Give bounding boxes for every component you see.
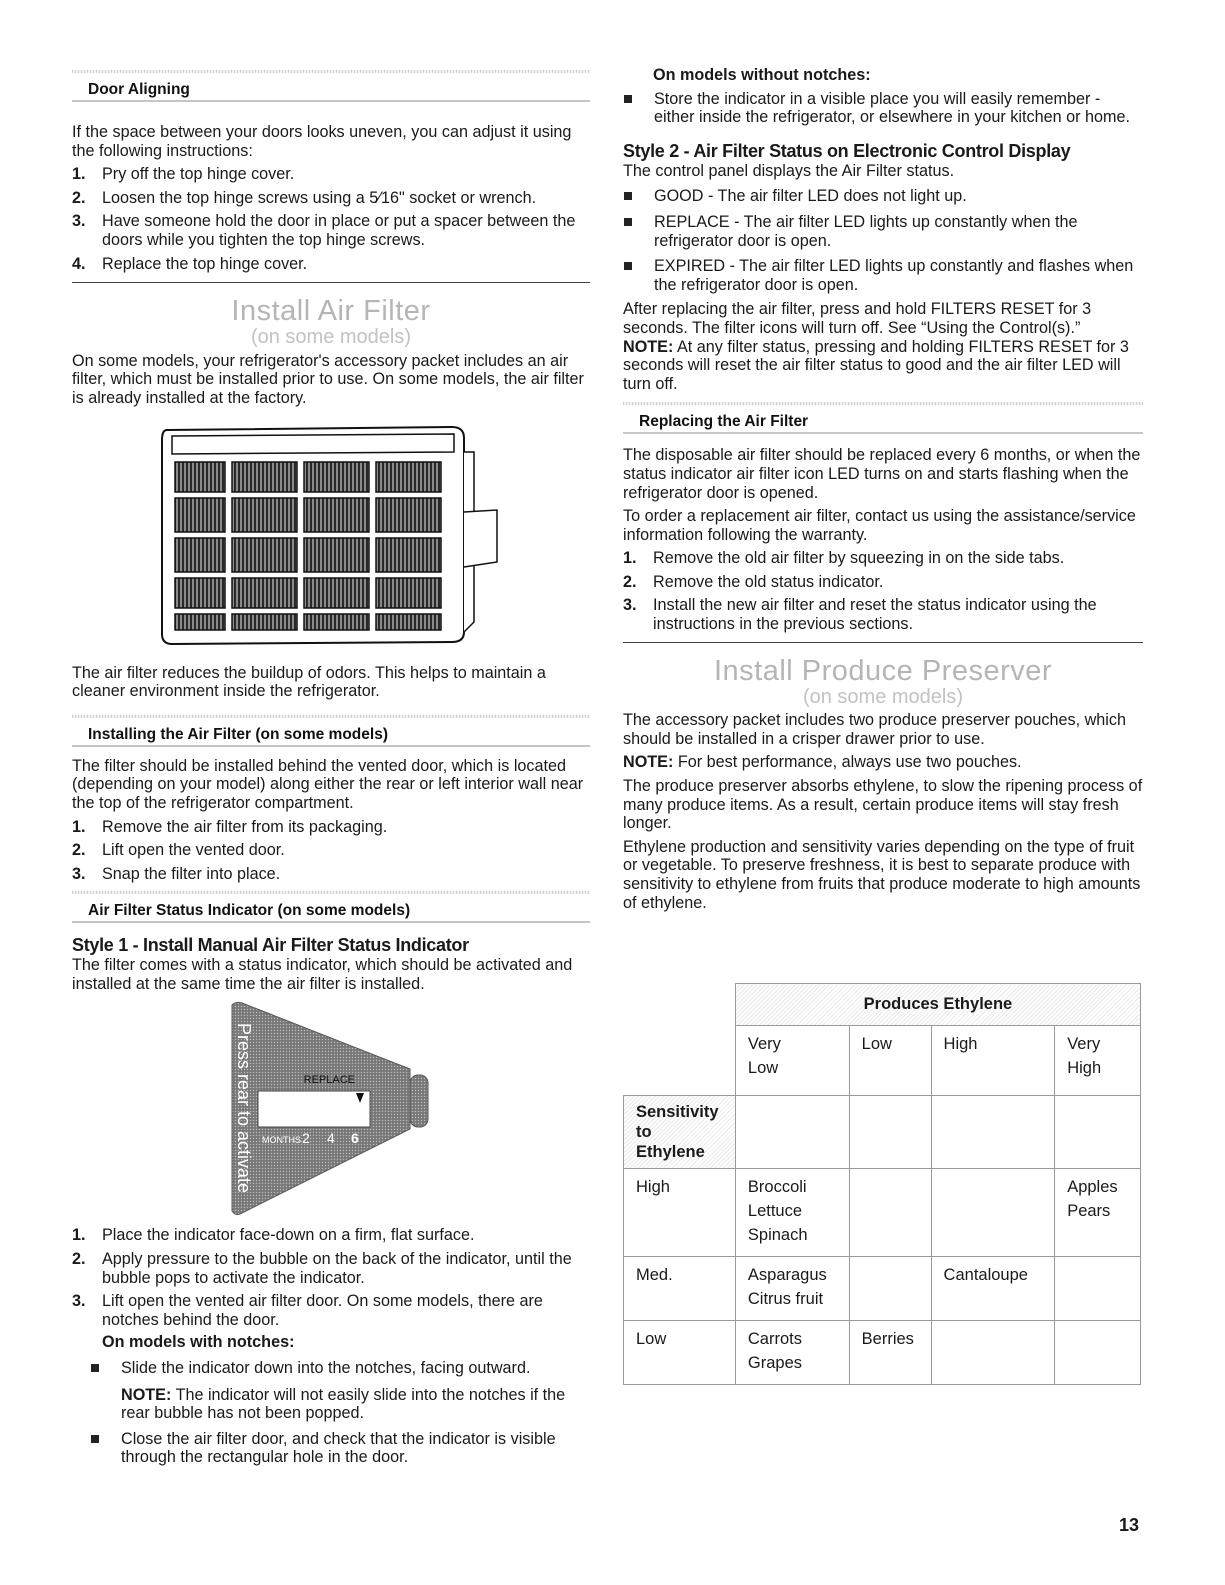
door-aligning-intro: If the space between your doors looks uneven, you can adjust it using the following instructions: xyxy=(72,123,572,160)
list-item: EXPIRED - The air filter LED lights up constantly and flashes when the refrigerator door is open. xyxy=(623,257,1143,294)
replacing-title: Replacing the Air Filter xyxy=(639,413,809,431)
without-notches-heading: On models without notches: xyxy=(653,66,871,84)
divider xyxy=(72,282,590,283)
month-4-label: 4 xyxy=(327,1130,335,1147)
notches-note: NOTE: The indicator will not easily slide into the notches if the rear bubble has not been popped. xyxy=(121,1385,566,1423)
list-item: Close the air filter door, and check that the indicator is visible through the rectangular hole in the door. xyxy=(90,1430,590,1467)
status-indicator-illustration xyxy=(72,999,590,1221)
list-item: 2. Lift open the vented door. xyxy=(72,841,285,860)
installing-steps xyxy=(72,818,590,884)
style2-bullets xyxy=(623,187,1143,294)
list-item: 1. Remove the air filter from its packaging. xyxy=(72,817,388,836)
produce-p3: Ethylene production and sensitivity varies depending on the type of fruit or vegetable. To preserve freshness, it is best to separate produce with sensitivity to ethylene from fruits that produce moderate to high amounts of ethylene. xyxy=(623,837,1141,912)
col-low: Low xyxy=(849,1026,931,1096)
air-filter-illustration xyxy=(72,422,590,652)
month-2-label: 2 xyxy=(302,1130,310,1147)
replacing-p2: To order a replacement air filter, contact us using the assistance/service information following the warranty. xyxy=(623,507,1136,544)
list-item: 3. Snap the filter into place. xyxy=(72,864,281,883)
list-item: Store the indicator in a visible place you will easily remember - either inside the refrigerator, or elsewhere in your kitchen or home. xyxy=(623,90,1143,127)
with-notches-heading: On models with notches: xyxy=(102,1333,295,1352)
right-column xyxy=(623,66,1143,912)
list-item: 3. Have someone hold the door in place or put a spacer between the doors while you tighten the top hinge screws. xyxy=(72,212,576,249)
filter-reset-note: NOTE: At any filter status, pressing and holding FILTERS RESET for 3 seconds will reset the air filter status to good and the air filter LED will turn off. xyxy=(623,337,1129,393)
style1-intro: The filter comes with a status indicator, which should be activated and installed at the same time the air filter is installed. xyxy=(72,956,573,993)
list-item: 4. Replace the top hinge cover. xyxy=(72,254,308,273)
list-item: 1. Place the indicator face-down on a firm, flat surface. xyxy=(72,1226,475,1245)
installing-band xyxy=(72,715,590,747)
indicator-steps xyxy=(72,1226,590,1329)
list-item: Slide the indicator down into the notches, facing outward. NOTE: The indicator will not easily slide into the notches if the rear bubble has not been popped. xyxy=(90,1359,590,1423)
list-item: 3. Install the new air filter and reset the status indicator using the instructions in the previous sections. xyxy=(623,596,1097,634)
replacing-steps xyxy=(623,549,1143,633)
install-air-filter-heading: Install Air Filter xyxy=(231,295,431,328)
without-notches-bullets xyxy=(623,90,1143,127)
divider xyxy=(623,642,1143,643)
list-item: 1. Remove the old air filter by squeezing in on the side tabs. xyxy=(623,549,1065,568)
replacing-p1: The disposable air filter should be replaced every 6 months, or when the status indicator air filter icon LED turns on and starts flashing when the refrigerator door is opened. xyxy=(623,446,1141,502)
style2-heading: Style 2 - Air Filter Status on Electronic Control Display xyxy=(623,140,1071,161)
after-replacing-text: After replacing the air filter, press and hold FILTERS RESET for 3 seconds. The filter icons will turn off. See “Using the Control(s).” xyxy=(623,300,1092,337)
month-6-label: 6 xyxy=(351,1130,359,1147)
style1-heading: Style 1 - Install Manual Air Filter Status Indicator xyxy=(72,935,469,956)
list-item: REPLACE - The air filter LED lights up constantly when the refrigerator door is open. xyxy=(623,213,1143,250)
door-aligning-band xyxy=(72,70,590,102)
produces-ethylene-header: Produces Ethylene xyxy=(735,984,1140,1026)
status-indicator-band xyxy=(72,891,590,923)
produce-note: NOTE: For best performance, always use two pouches. xyxy=(623,753,1022,772)
door-aligning-steps xyxy=(72,165,590,273)
style2-intro: The control panel displays the Air Filter status. xyxy=(623,161,955,180)
installing-intro: The filter should be installed behind the vented door, which is located (depending on your model) along either the rear or left interior wall near the top of the refrigerator compartment. xyxy=(72,756,584,812)
press-rear-label: Press rear to activate xyxy=(234,1023,254,1194)
col-very-low: Very Low xyxy=(735,1026,849,1096)
install-air-filter-intro: On some models, your refrigerator's accessory packet includes an air filter, which must be installed prior to use. On some models, the air filter is already installed at the factory. xyxy=(72,351,584,407)
door-aligning-title: Door Aligning xyxy=(88,81,190,98)
ethylene-table xyxy=(623,983,1141,1385)
table-row: Low Carrots Grapes Berries xyxy=(624,1321,1141,1385)
sensitivity-header: Sensitivity to Ethylene xyxy=(624,1096,736,1169)
list-item: 1. Pry off the top hinge cover. xyxy=(72,165,295,184)
list-item: 2. Remove the old status indicator. xyxy=(623,572,884,591)
months-label: MONTHS xyxy=(262,1135,301,1146)
air-filter-benefit: The air filter reduces the buildup of odors. This helps to maintain a cleaner environment inside the refrigerator. xyxy=(72,663,546,701)
list-item: GOOD - The air filter LED does not light up. xyxy=(623,187,1143,206)
produce-p1: The accessory packet includes two produce preserver pouches, which should be installed in a crisper drawer prior to use. xyxy=(623,711,1126,748)
status-indicator-title: Air Filter Status Indicator (on some models) xyxy=(88,902,411,920)
table-row: High Broccoli Lettuce Spinach Apples Pears xyxy=(624,1169,1141,1257)
list-item: 3. Lift open the vented air filter door. On some models, there are notches behind the door. xyxy=(72,1292,543,1329)
produce-preserver-subheading: (on some models) xyxy=(802,685,964,708)
installing-title: Installing the Air Filter (on some models) xyxy=(88,725,388,743)
table-row: Med. Asparagus Citrus fruit Cantaloupe xyxy=(624,1257,1141,1321)
left-column xyxy=(72,70,590,1467)
list-item: 2. Apply pressure to the bubble on the back of the indicator, until the bubble pops to activate the indicator. xyxy=(72,1250,572,1287)
with-notches-bullets xyxy=(72,1359,590,1467)
list-item: 2. Loosen the top hinge screws using a 5⁄16" socket or wrench. xyxy=(72,188,537,207)
install-air-filter-subheading: (on some models) xyxy=(250,326,412,349)
produce-preserver-heading: Install Produce Preserver xyxy=(713,654,1053,687)
produce-p2: The produce preserver absorbs ethylene, to slow the ripening process of many produce items. As a result, certain produce items will stay fresh longer. xyxy=(623,777,1143,833)
replacing-band xyxy=(623,402,1143,434)
replace-label: REPLACE xyxy=(303,1074,355,1087)
col-high: High xyxy=(931,1026,1055,1096)
page-number: 13 xyxy=(1118,1515,1139,1535)
col-very-high: Very High xyxy=(1055,1026,1141,1096)
